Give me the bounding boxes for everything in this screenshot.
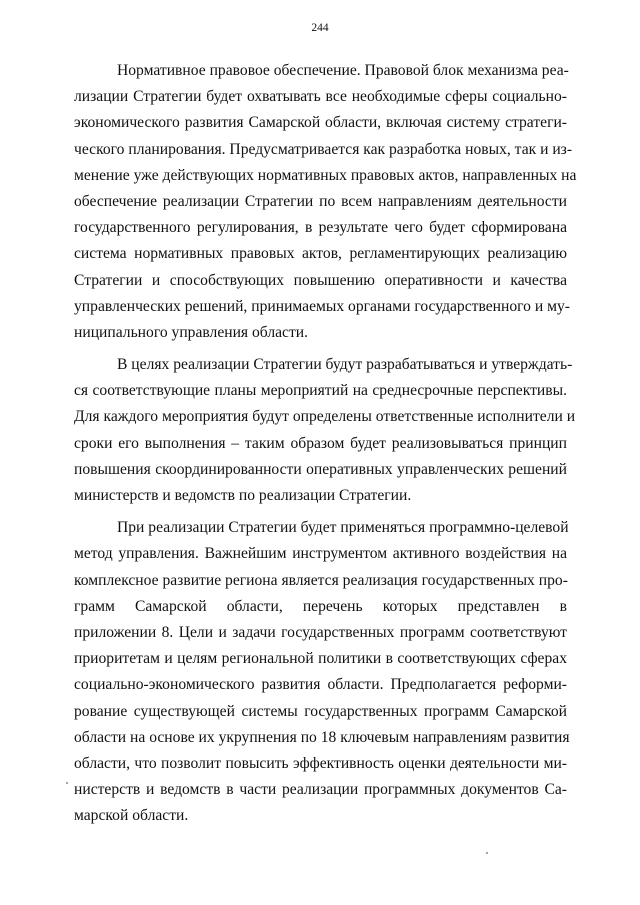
paragraph	[74, 352, 576, 509]
text-line: области, что позволит повысить эффективность оценки деятельности ми-	[74, 754, 567, 772]
text-line: Для каждого мероприятия будут определены ответственные исполнители и	[74, 408, 576, 426]
text-line: грамм Самарской области, перечень которых представлен в	[74, 597, 567, 615]
text-line: комплексное развитие региона является реализация государственных про-	[74, 571, 568, 589]
text-line: государственного регулирования, в результате чего будет сформирована	[74, 219, 567, 237]
text-line: области на основе их укрупнения по 18 ключевым направлениям развития	[74, 728, 570, 746]
text-line: приоритетам и целям региональной политики в соответствующих сферах	[74, 650, 567, 668]
text-line: ниципального управления области.	[74, 323, 309, 341]
text-line: марской области.	[74, 807, 189, 825]
text-line: лизации Стратегии будет охватывать все необходимые сферы социально-	[74, 88, 567, 106]
text-line: менение уже действующих нормативных правовых актов, направленных на	[74, 166, 577, 184]
text-line: Стратегии и способствующих повышению оперативности и качества	[74, 271, 567, 289]
text-line: При реализации Стратегии будет применяться программно-целевой	[117, 519, 569, 537]
text-line: министерств и ведомств по реализации Стратегии.	[74, 487, 412, 504]
text-line: система нормативных правовых актов, регламентирующих реализацию	[74, 245, 567, 263]
scan-speck	[66, 782, 68, 784]
text-line: Нормативное правовое обеспечение. Правовой блок механизма реа-	[117, 62, 569, 79]
paragraph	[74, 58, 577, 346]
text-line: управленческих решений, принимаемых органами государственного и му-	[74, 297, 570, 315]
text-line: повышения скоординированности оперативных управленческих решений	[74, 460, 567, 478]
text-line: ческого планирования. Предусматривается как разработка новых, так и из-	[74, 140, 573, 158]
text-line: рование существующей системы государственных программ Самарской	[74, 702, 567, 720]
text-line: ся соответствующие планы мероприятий на среднесрочные перспективы.	[74, 382, 567, 400]
text-line: нистерств и ведомств в части реализации программных документов Са-	[74, 781, 567, 799]
scan-speck	[486, 852, 488, 854]
body-text	[74, 58, 577, 829]
text-line: В целях реализации Стратегии будут разрабатываться и утверждать-	[117, 356, 573, 374]
text-line: приложении 8. Цели и задачи государственных программ соответствуют	[74, 623, 567, 641]
page-number: 244	[311, 22, 329, 34]
text-line: обеспечение реализации Стратегии по всем направлениям деятельности	[74, 192, 567, 210]
text-line: экономического развития Самарской области, включая систему стратеги-	[74, 114, 567, 132]
text-line: метод управления. Важнейшим инструментом активного воздействия на	[74, 545, 567, 563]
text-line: социально-экономического развития области. Предполагается реформи-	[74, 676, 567, 694]
paragraph	[74, 515, 570, 829]
text-line: сроки его выполнения – таким образом будет реализовываться принцип	[74, 434, 567, 452]
